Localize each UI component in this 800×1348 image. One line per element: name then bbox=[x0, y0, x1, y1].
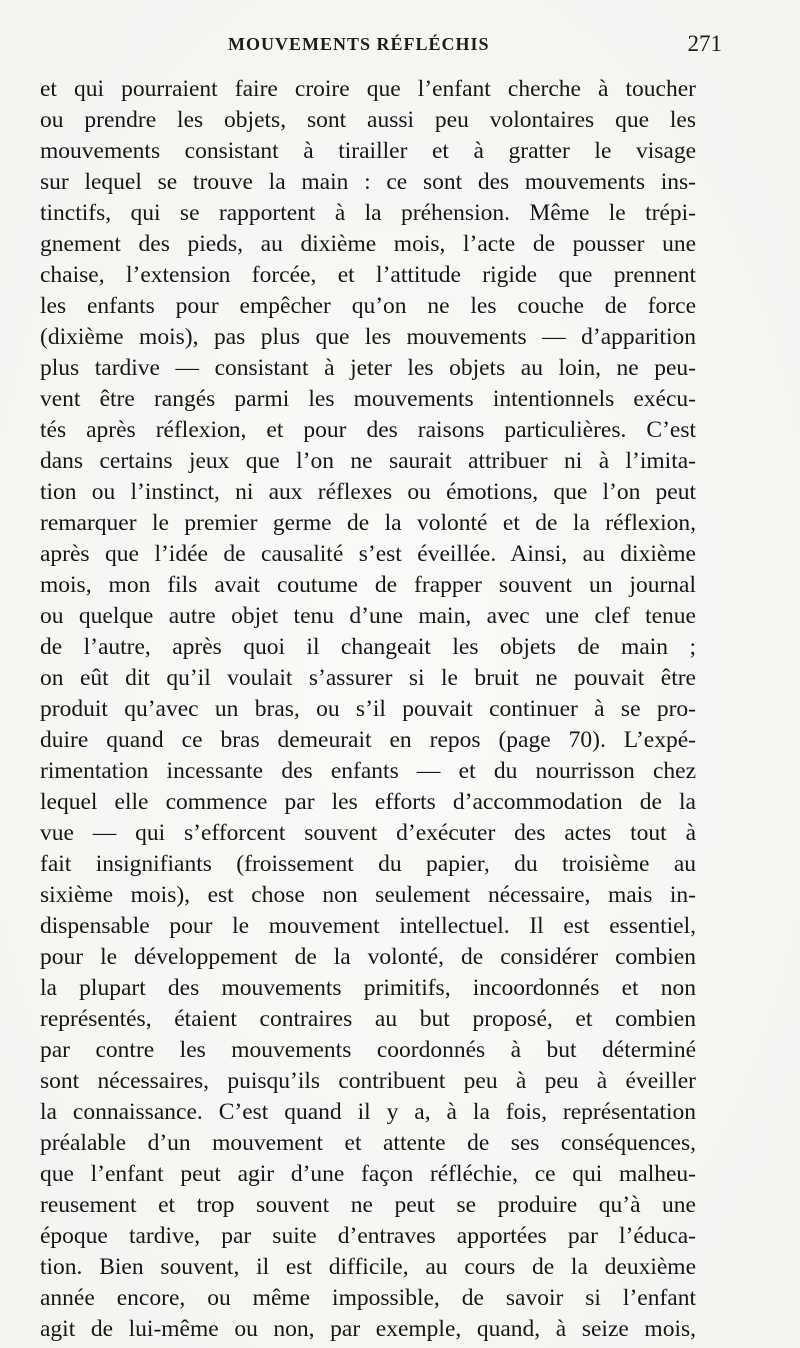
text-line: vue — qui s’efforcent souvent d’exécuter des actes tout à bbox=[40, 820, 696, 846]
text-line: sur lequel se trouve la main : ce sont des mouvements ins- bbox=[40, 169, 696, 195]
text-line: après que l’idée de causalité s’est éveillée. Ainsi, au dixième bbox=[40, 541, 696, 567]
text-line: par contre les mouvements coordonnés à but déterminé bbox=[40, 1037, 696, 1063]
text-line: ou quelque autre objet tenu d’une main, avec une clef tenue bbox=[40, 603, 696, 629]
text-line: remarquer le premier germe de la volonté et de la réflexion, bbox=[40, 510, 696, 536]
text-line: rimentation incessante des enfants — et du nourrisson chez bbox=[40, 758, 696, 784]
text-line: la connaissance. C’est quand il y a, à la fois, représentation bbox=[40, 1099, 696, 1125]
text-line: vent être rangés parmi les mouvements intentionnels exécu- bbox=[40, 386, 696, 412]
text-line: mouvements consistant à tirailler et à gratter le visage bbox=[40, 138, 696, 164]
text-line: tion. Bien souvent, il est difficile, au cours de la deuxième bbox=[40, 1254, 696, 1280]
page-header bbox=[40, 31, 740, 62]
text-line: dispensable pour le mouvement intellectuel. Il est essentiel, bbox=[40, 913, 696, 939]
text-line: dans certains jeux que l’on ne saurait attribuer ni à l’imita- bbox=[40, 448, 696, 474]
text-line: chaise, l’extension forcée, et l’attitude rigide que prennent bbox=[40, 262, 696, 288]
text-line: époque tardive, par suite d’entraves apportées par l’éduca- bbox=[40, 1223, 696, 1249]
text-line: gnement des pieds, au dixième mois, l’acte de pousser une bbox=[40, 231, 696, 257]
text-line: et qui pourraient faire croire que l’enfant cherche à toucher bbox=[40, 76, 696, 102]
text-line: on eût dit qu’il voulait s’assurer si le bruit ne pouvait être bbox=[40, 665, 696, 691]
text-line: lequel elle commence par les efforts d’accommodation de la bbox=[40, 789, 696, 815]
text-line: tion ou l’instinct, ni aux réflexes ou émotions, que l’on peut bbox=[40, 479, 696, 505]
text-line: produit qu’avec un bras, ou s’il pouvait continuer à se pro- bbox=[40, 696, 696, 722]
text-line: (dixième mois), pas plus que les mouvements — d’apparition bbox=[40, 324, 696, 350]
text-line: sixième mois), est chose non seulement nécessaire, mais in- bbox=[40, 882, 696, 908]
text-line: année encore, ou même impossible, de savoir si l’enfant bbox=[40, 1285, 696, 1311]
text-line: tés après réflexion, et pour des raisons particulières. C’est bbox=[40, 417, 696, 443]
text-line: plus tardive — consistant à jeter les objets au loin, ne peu- bbox=[40, 355, 696, 381]
text-line: représentés, étaient contraires au but proposé, et combien bbox=[40, 1006, 696, 1032]
text-line: préalable d’un mouvement et attente de ses conséquences, bbox=[40, 1130, 696, 1156]
text-line: agit de lui-même ou non, par exemple, quand, à seize mois, bbox=[40, 1316, 696, 1342]
text-line: duire quand ce bras demeurait en repos (page 70). L’expé- bbox=[40, 727, 696, 753]
text-line: ou prendre les objets, sont aussi peu volontaires que les bbox=[40, 107, 696, 133]
page-number: 271 bbox=[687, 31, 722, 56]
text-line: fait insignifiants (froissement du papier, du troisième au bbox=[40, 851, 696, 877]
text-line: sont nécessaires, puisqu’ils contribuent peu à peu à éveiller bbox=[40, 1068, 696, 1094]
body-text bbox=[40, 74, 696, 1345]
text-line: reusement et trop souvent ne peut se produire qu’à une bbox=[40, 1192, 696, 1218]
text-line: que l’enfant peut agir d’une façon réfléchie, ce qui malheu- bbox=[40, 1161, 696, 1187]
running-head: MOUVEMENTS RÉFLÉCHIS bbox=[228, 34, 490, 54]
text-line: mois, mon fils avait coutume de frapper souvent un journal bbox=[40, 572, 696, 598]
text-line: de l’autre, après quoi il changeait les objets de main ; bbox=[40, 634, 696, 660]
text-line: la plupart des mouvements primitifs, incoordonnés et non bbox=[40, 975, 696, 1001]
text-line: pour le développement de la volonté, de considérer combien bbox=[40, 944, 696, 970]
text-line: les enfants pour empêcher qu’on ne les couche de force bbox=[40, 293, 696, 319]
text-line: tinctifs, qui se rapportent à la préhension. Même le trépi- bbox=[40, 200, 696, 226]
